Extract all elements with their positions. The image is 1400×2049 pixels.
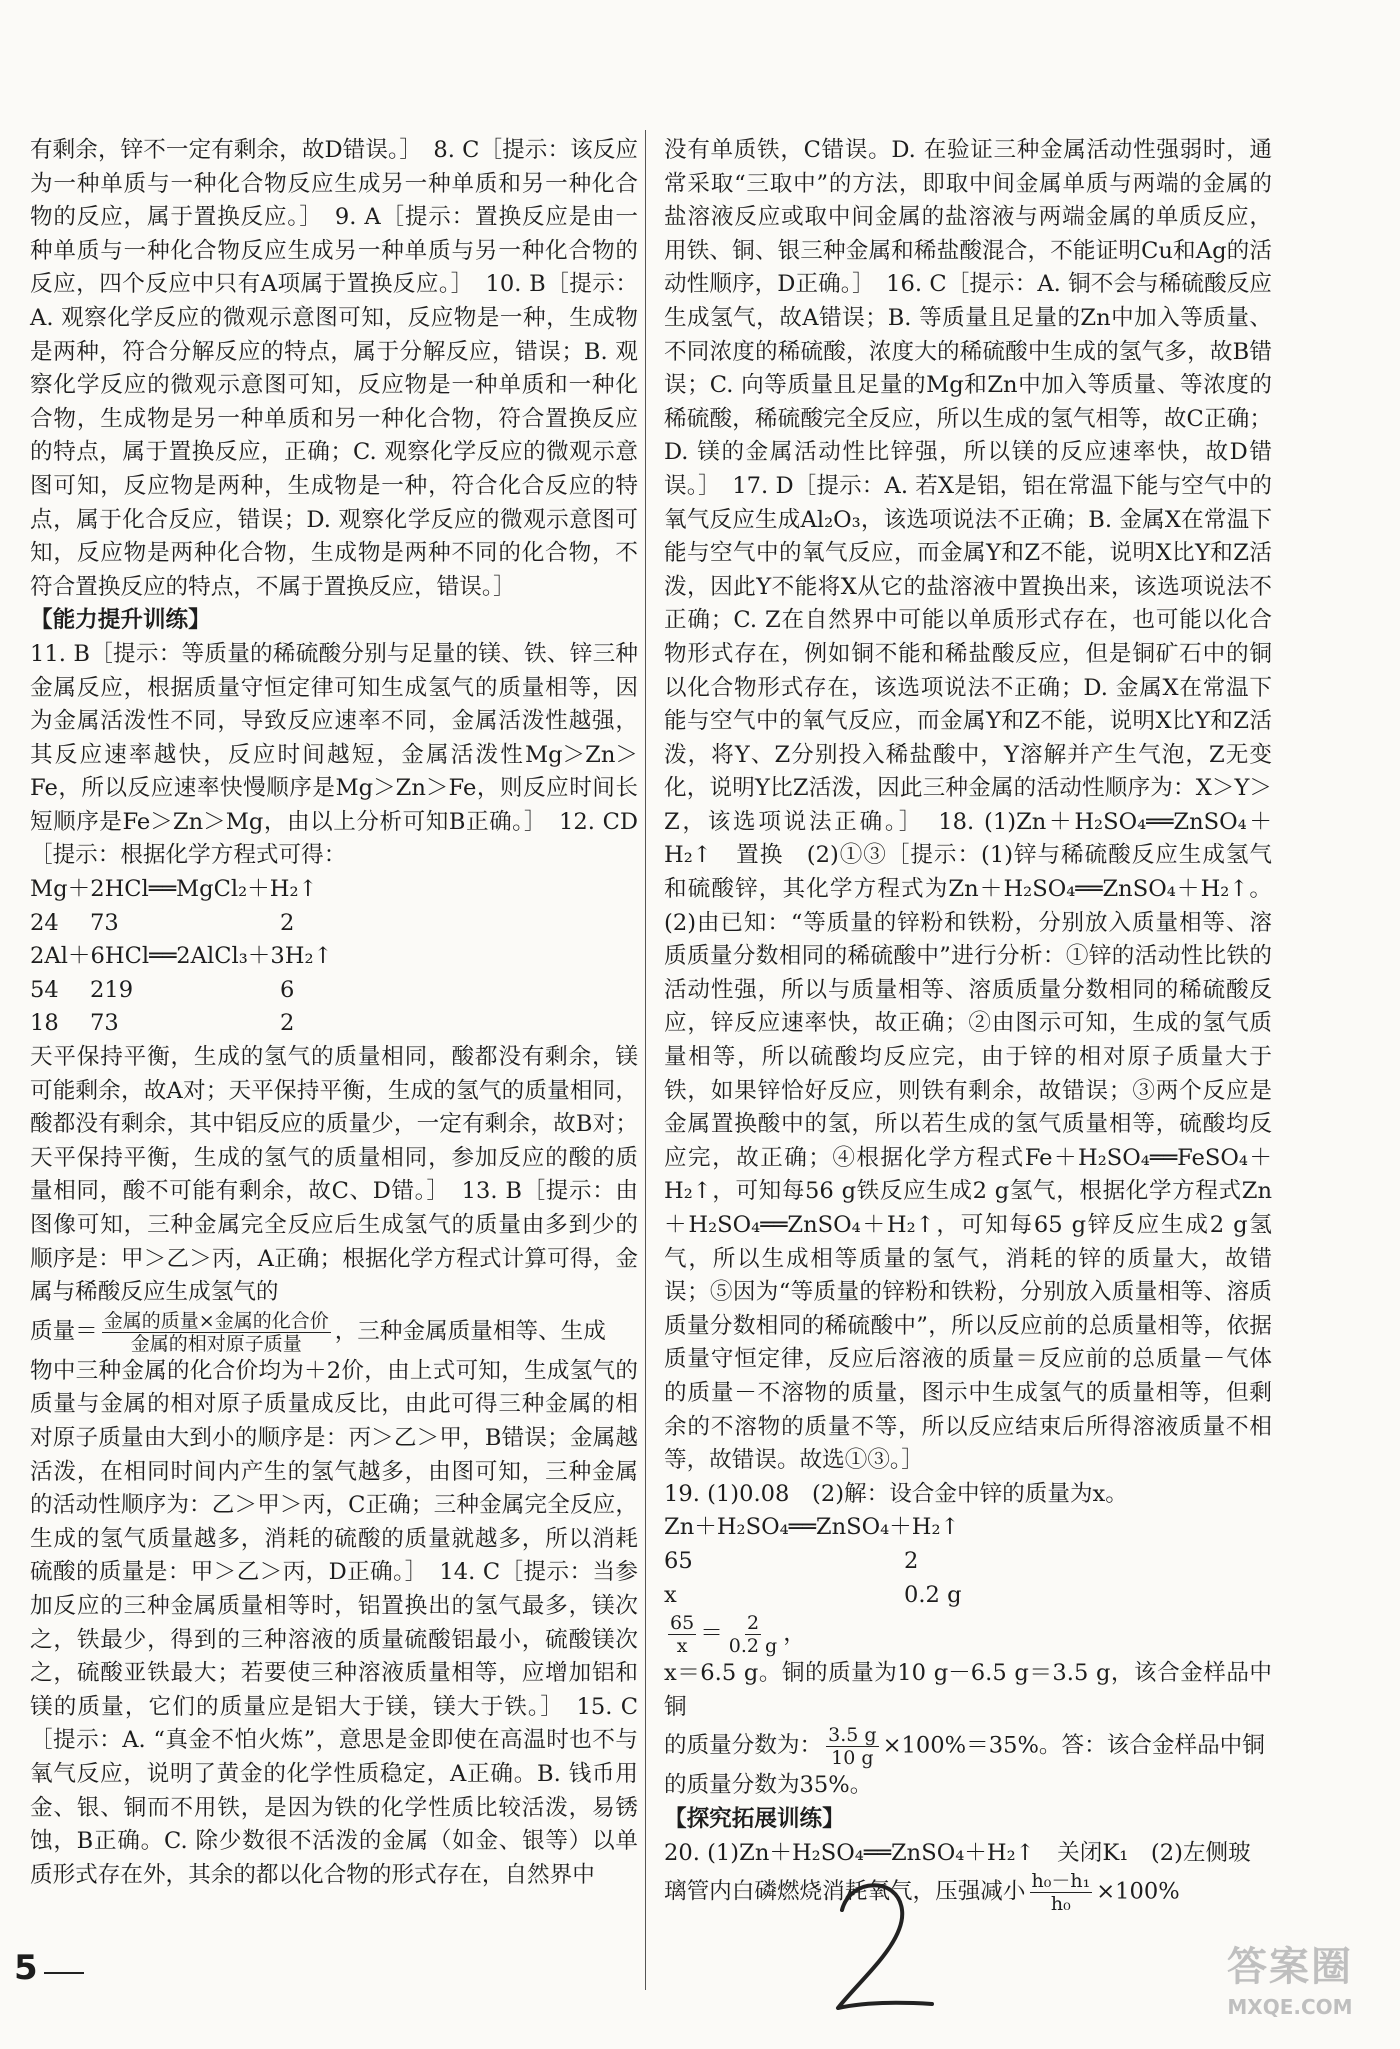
percentage-fraction: $\frac{3.5 g}{10 g}$ [828,1724,877,1770]
equation-mg-masses: 24 73 2 [30,909,295,936]
formula-fraction: $\frac{\text{金属的质量×金属的化合价}}{\text{金属的相对原子质量}}$ [103,1309,329,1355]
left-paragraph-4: 物中三种金属的化合价均为＋2价，由上式可知，生成氢气的质量与金属的相对原子质量成反比，由此可得三种金属的相对原子质量由大到小的顺序是：丙＞乙＞甲，B错误；金属越活泼，在相同时间内产生的氢气越多，由图可知，三种金属的活动性顺序为：乙＞甲＞丙，C正确；三种金属完全反应，生成的氢气质量越多，消耗的硫酸的质量就越多，所以消耗硫酸的质量是：甲＞乙＞丙，D正确。］ 14. C［提示：当参加反应的三种金属质量相等时，铝置换出的氢气最多，镁次之，铁最少，得到的三种溶液的质量硫酸铝最小，硫酸镁次之，硫酸亚铁最大；若要使三种溶液质量相等，应增加铝和镁的质量，它们的质量应是铝大于镁，镁大于铁。］ 15. C［提示：A. “真金不怕火炼”，意思是金即使在高温时也不与氧气反应，说明了黄金的化学性质稳定，A正确。B. 钱币用金、银、铜而不用铁，是因为铁的化学性质比较活泼，易锈蚀，B正确。C. 除少数很不活泼的金属（如金、银等）以单质形式存在外，其余的都以化合物的形式存在，自然界中 [30,1357,638,1888]
hydrogen-mass-formula: 质量＝ $\frac{\text{金属的质量×金属的化合价}}{\text{金属的相对原子质量}}$ ，三种金属质量相等、生成 [30,1309,606,1355]
equation-zn: Zn＋H₂SO₄══ZnSO₄＋H₂↑ [664,1514,960,1541]
handwritten-two-mark [820,1870,940,2020]
left-paragraph-1: 有剩余，锌不一定有剩余，故D错误。］ 8. C［提示：该反应为一种单质与一种化合物反应生成另一种单质和另一种化合物的反应，属于置换反应。］ 9. A［提示：置换反应是由一种单质与一种化合物反应生成另一种单质与另一种化合物的反应，四个反应中只有A项属于置换反应。］ 10. B［提示：A. 观察化学反应的微观示意图可知，反应物是一种，生成物是两种，符合分解反应的特点，属于分解反应，错误；B. 观察化学反应的微观示意图可知，反应物是一种单质和一种化合物，生成物是另一种单质和另一种化合物，符合置换反应的特点，属于置换反应，正确；C. 观察化学反应的微观示意图可知，反应物是两种，生成物是一种，符合化合反应的特点，属于化合反应，错误；D. 观察化学反应的微观示意图可知，反应物是两种化合物，生成物是两种不同的化合物，不符合置换反应的特点，不属于置换反应，错误。］ [30,137,638,600]
site-watermark: 答案圈 MXQE.COM [1227,1944,1353,2019]
pressure-fraction: $\frac{\text{h₀－h₁}}{\text{h₀}}$ [1031,1870,1091,1916]
section-heading-ability: 【能力提升训练】 [30,607,211,634]
question-20-line-1: 20. (1)Zn＋H₂SO₄══ZnSO₄＋H₂↑ 关闭K₁ (2)左侧玻 [664,1839,1251,1866]
ratio-equation: $\frac{65}{x}$ ＝ $\frac{2}{0.2 g}$ ， [670,1612,806,1658]
right-paragraph-1: 没有单质铁，C错误。D. 在验证三种金属活动性强弱时，通常采取“三取中”的方法，即取中间金属单质与两端的金属的盐溶液反应或取中间金属的盐溶液与两端金属的单质反应，用铁、铜、银三种金属和稀盐酸混合，不能证明Cu和Ag的活动性顺序，D正确。］ 16. C［提示：A. 铜不会与稀硫酸反应生成氢气，故A错误；B. 等质量且足量的Zn中加入等质量、不同浓度的稀硫酸，浓度大的稀硫酸中生成的氢气多，故B错误；C. 向等质量且足量的Mg和Zn中加入等质量、等浓度的稀硫酸，稀硫酸完全反应，所以生成的氢气相等，故C正确；D. 镁的金属活动性比锌强，所以镁的反应速率快，故D错误。］ 17. D［提示：A. 若X是铝，铝在常温下能与空气中的氧气反应生成Al₂O₃，该选项说法不正确；B. 金属X在常温下能与空气中的氧气反应，而金属Y和Z不能，说明X比Y和Z活泼，因此Y不能将X从它的盐溶液中置换出来，该选项说法不正确；C. Z在自然界中可能以单质形式存在，也可能以化合物形式存在，例如铜不能和稀盐酸反应，但是铜矿石中的铜以化合物形式存在，该选项说法不正确；D. 金属X在常温下能与空气中的氧气反应，而金属Y和Z不能，说明X比Y和Z活泼，将Y、Z分别投入稀盐酸中，Y溶解并产生气泡，Z无变化，说明Y比Z活泼，因此三种金属的活动性顺序为：X＞Y＞Z，该选项说法正确。］ 18. (1)Zn＋H₂SO₄══ZnSO₄＋H₂↑ 置换 (2)①③［提示：(1)锌与稀硫酸反应生成氢气和硫酸锌，其化学方程式为Zn＋H₂SO₄══ZnSO₄＋H₂↑。(2)由已知：“等质量的锌粉和铁粉，分别放入质量相等、溶质质量分数相同的稀硫酸中”进行分析：①锌的活动性比铁的活动性强，所以与质量相等、溶质质量分数相同的稀硫酸反应，锌反应速率快，故正确；②由图示可知，生成的氢气质量相等，所以硫酸均反应完，由于锌的相对原子质量大于铁，如果锌恰好反应，则铁有剩余，故错误；③两个反应是金属置换酸中的氢，所以若生成的氢气质量相等，硫酸均反应完，故正确；④根据化学方程式Fe＋H₂SO₄══FeSO₄＋H₂↑，可知每56 g铁反应生成2 g氢气，根据化学方程式Zn＋H₂SO₄══ZnSO₄＋H₂↑，可知每65 g锌反应生成2 g氢气，所以生成相等质量的氢气，消耗的锌的质量大，故错误；⑤因为“等质量的锌粉和铁粉，分别放入质量相等、溶质质量分数相同的稀硫酸中”，所以反应前的总质量相等，依据质量守恒定律，反应后溶液的质量＝反应前的总质量－气体的质量－不溶物的质量，图示中生成氢气的质量相等，但剩余的不溶物的质量不等，所以反应结束后所得溶液质量不相等，故错误。故选①③。］ [664,137,1272,1474]
equation-zn-masses: 65 2 [664,1547,919,1574]
percentage-line: 的质量分数为： $\frac{3.5 g}{10 g}$ ×100%＝35%。答：该合金样品中铜 [664,1724,1265,1770]
equation-al-reduced-masses: 18 73 2 [30,1010,295,1037]
equation-mg: Mg＋2HCl══MgCl₂＋H₂↑ [30,876,318,903]
question-20-line-2: 璃管内白磷燃烧消耗氧气，压强减小 $\frac{\text{h₀－h₁}}{\text{h₀}}$ ×100% [664,1870,1180,1916]
column-divider [645,130,646,1990]
section-heading-explore: 【探究拓展训练】 [664,1805,845,1832]
page-number-dash [44,1972,84,1974]
question-19: 19. (1)0.08 (2)解：设合金中锌的质量为x。 [664,1480,1128,1507]
answer-end: 的质量分数为35%。 [664,1772,873,1799]
left-paragraph-2: 11. B［提示：等质量的稀硫酸分别与足量的镁、铁、锌三种金属反应，根据质量守恒定律可知生成氢气的质量相等，因为金属活泼性不同，导致反应速率不同，金属活泼性越强，其反应速率越快，反应时间越短，金属活泼性Mg＞Zn＞Fe，所以反应速率快慢顺序是Mg＞Zn＞Fe，则反应时间长短顺序是Fe＞Zn＞Mg，由以上分析可知B正确。］ 12. CD［提示：根据化学方程式可得： [30,640,638,869]
equation-zn-unknowns: x 0.2 g [664,1581,962,1608]
left-paragraph-3: 天平保持平衡，生成的氢气的质量相同，酸都没有剩余，镁可能剩余，故A对；天平保持平衡，生成的氢气的质量相同，酸都没有剩余，其中铝反应的质量少，一定有剩余，故B对；天平保持平衡，生成的氢气的质量相同，参加反应的酸的质量相同，酸不可能有剩余，故C、D错。］ 13. B［提示：由图像可知，三种金属完全反应后生成氢气的质量由多到少的顺序是：甲＞乙＞丙，A正确；根据化学方程式计算可得，金属与稀酸反应生成氢气的 [30,1044,638,1306]
left-column [30,134,638,1892]
equation-al-masses: 54 219 6 [30,976,295,1003]
equation-al: 2Al＋6HCl══2AlCl₃＋3H₂↑ [30,943,333,970]
ratio-right: $\frac{2}{0.2 g}$ [728,1612,778,1658]
answer-line: x＝6.5 g。铜的质量为10 g－6.5 g＝3.5 g，该合金样品中铜 [664,1660,1272,1720]
ratio-left: $\frac{65}{x}$ [670,1612,695,1658]
page-number: 5 [14,1948,38,1988]
right-column [664,134,1272,1915]
